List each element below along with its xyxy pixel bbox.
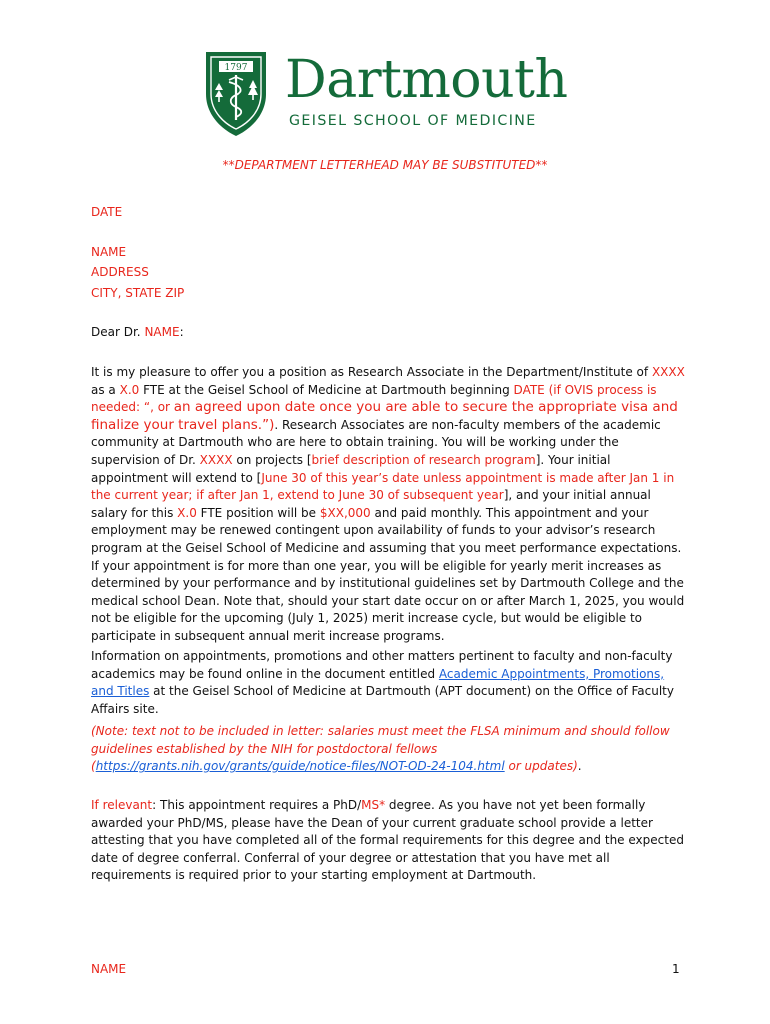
- apt-info-paragraph: [91, 648, 686, 718]
- visa-date-note: an agreed upon date once you are able to secure the appropriate visa and finalize your travel plans.”): [91, 399, 678, 433]
- salutation: [91, 325, 184, 339]
- fte-placeholder: X.0: [119, 382, 140, 397]
- fte-placeholder: X.0: [177, 505, 197, 520]
- para1-text: ]. Your initial appointment will extend to [: [91, 452, 611, 485]
- salutation-suffix: :: [179, 325, 184, 339]
- para1-text: and paid monthly. This appointment and your employment may be renewed contingent upon availability of funds to your advisor’s research program at the Geisel School of Medicine and assuming that you meet performance expectations. If your appointment is for more than one year, you will be eligible for yearly merit increases as determined by your performance and by institutional guidelines set by Dartmouth College and the medical school Dean. Note that, should your start date occur on or after March 1, 2025, you would not be eligible for the upcoming (July 1, 2025) merit increase cycle, but would be eligible to participate in subsequent annual merit increase programs.: [91, 505, 685, 643]
- flsa-note: [91, 723, 686, 776]
- recipient-city-state-zip: CITY, STATE ZIP: [91, 286, 185, 300]
- letterhead-note: **DEPARTMENT LETTERHEAD MAY BE SUBSTITUTED**: [222, 158, 548, 172]
- para1-text: FTE at the Geisel School of Medicine at Dartmouth beginning: [139, 382, 514, 397]
- supervisor-placeholder: XXXX: [199, 452, 233, 467]
- para3-text: : This appointment requires a PhD/: [152, 798, 362, 812]
- para1-text: It is my pleasure to offer you a position as Research Associate in the Department/Institute of: [91, 365, 652, 379]
- dartmouth-geisel-logo: [203, 50, 573, 140]
- para2-text: at the Geisel School of Medicine at Dartmouth (APT document) on the Office of Faculty Affairs site.: [91, 684, 674, 716]
- para1-text: . Research Associates are non-faculty members of the academic community at Dartmouth who are here to obtain training. You will be working under the supervision of Dr.: [91, 417, 661, 467]
- recipient-address: ADDRESS: [91, 265, 149, 279]
- para3-text: degree. As you have not yet been formally awarded your PhD/MS, please have the Dean of your current graduate school provide a letter attesting that you have completed all of the formal requirements for this degree and the expected date of degree conferral. Conferral of your degree or attestation that you have met all requirements is required prior to your starting employment at Dartmouth.: [91, 798, 684, 883]
- start-date-placeholder: DATE (if OVIS process is needed: “, or: [91, 382, 657, 415]
- salutation-prefix: Dear Dr.: [91, 325, 145, 339]
- date-placeholder: DATE: [91, 205, 123, 219]
- degree-placeholder: MS*: [361, 798, 386, 812]
- note-text: (Note: text not to be included in letter: salaries must meet the FLSA minimum and should follow guidelines established by the NIH for postdoctoral fellows (: [91, 724, 670, 774]
- para2-text: Information on appointments, promotions and other matters pertinent to faculty and non-faculty academics may be found online in the document entitled: [91, 649, 673, 681]
- footer-name: NAME: [91, 962, 127, 976]
- page-number: 1: [672, 962, 680, 976]
- salutation-name: NAME: [144, 325, 180, 339]
- logo-subtitle: GEISEL SCHOOL OF MEDICINE: [289, 113, 537, 129]
- note-period: .: [577, 759, 582, 774]
- end-date-placeholder: June 30 of this year’s date unless appointment is made after Jan 1 in the current year; if after Jan 1, extend to June 30 of subsequent year: [91, 470, 675, 503]
- research-description-placeholder: brief description of research program: [311, 452, 536, 467]
- logo-wordmark: Dartmouth: [285, 50, 568, 110]
- apt-document-link[interactable]: Academic Appointments, Promotions, and Titles: [91, 666, 665, 699]
- salary-placeholder: $XX,000: [319, 505, 371, 520]
- para1-text: as a: [91, 382, 120, 397]
- if-relevant-label: If relevant: [91, 798, 153, 812]
- para1-text: on projects [: [232, 452, 312, 467]
- para1-text: ], and your initial annual salary for this: [91, 488, 651, 520]
- note-text: or updates): [504, 759, 578, 774]
- svg-text:1797: 1797: [224, 63, 248, 73]
- offer-paragraph: [91, 364, 686, 646]
- para1-text: FTE position will be: [196, 505, 320, 520]
- dartmouth-shield-icon: [203, 50, 269, 138]
- nih-notice-link[interactable]: https://grants.nih.gov/grants/guide/notice-files/NOT-OD-24-104.html: [95, 759, 505, 774]
- degree-paragraph: [91, 797, 686, 885]
- recipient-name: NAME: [91, 245, 127, 259]
- department-placeholder: XXXX: [651, 365, 685, 379]
